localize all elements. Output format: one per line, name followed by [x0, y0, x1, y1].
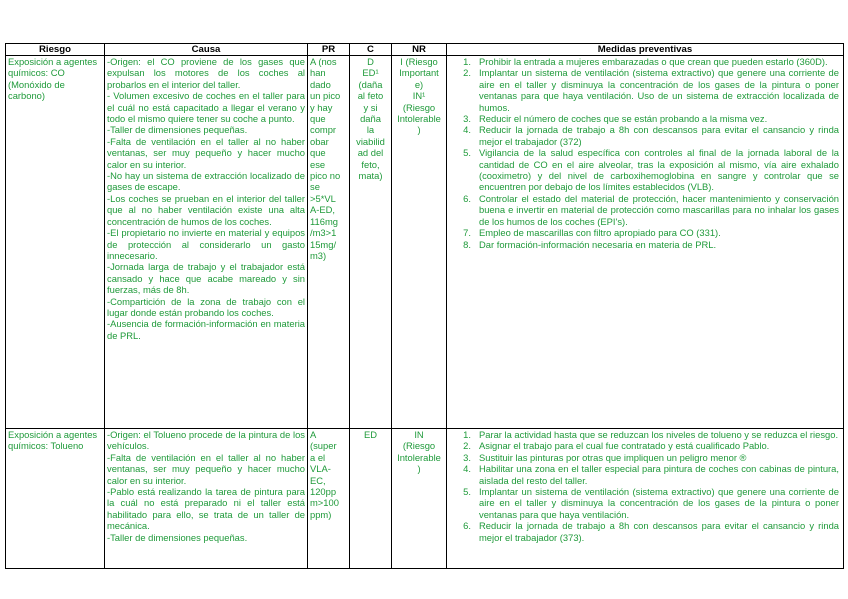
measure-number: 4. — [463, 463, 471, 475]
c-cell-line: la — [366, 124, 375, 136]
measure-item — [449, 193, 839, 227]
table-row — [6, 429, 844, 569]
causa-item: -Origen: el CO proviene de los gases que expulsan los motores de los coches al probarlos en el interior del taller. — [107, 56, 305, 90]
pr-cell-line: m3) — [310, 249, 327, 261]
measure-number: 1. — [463, 56, 471, 67]
pr-cell-line: A — [310, 429, 317, 440]
c-cell-line: y si — [363, 101, 378, 113]
causa-item: -Pablo está realizando la tarea de pintura para la cuál no está preparado ni el taller está habilitado para ello, se trata de un taller de mecánica. — [107, 486, 305, 532]
nr-cell-line: (Riesgo — [402, 101, 436, 113]
causa-item: -No hay un sistema de extracción localizado de gases de escape. — [107, 170, 305, 193]
measure-text: Implantar un sistema de ventilación (sistema extractivo) que genere una corriente de aire en el taller y disminuya la concentración de los gases de la pintura o poner ventanas para que haya ventilación. Uso de un sistema de extracción localizada de humos. — [479, 67, 839, 113]
measure-number: 5. — [463, 147, 471, 159]
measure-text: Vigilancia de la salud específica con controles al final de la jornada laboral de la cantidad de CO en el aire alveolar, tras la exposición al mismo, vía aire exhalado (cooximetro) y del nivel de carboxihemoglobina en sangre y controlar que se encuentren por debajo de los límites establecidos (VLB). — [479, 147, 839, 193]
c-cell-line: ED — [363, 429, 378, 440]
pr-cell-line: m>100 — [310, 497, 339, 509]
header-medidas: Medidas preventivas — [447, 44, 844, 56]
c-cell-line: mata) — [358, 170, 383, 182]
table-row — [6, 56, 844, 429]
measure-text: Controlar el estado del material de protección, hacer mantenimiento y conservación buena e invertir en material de protección como mascarillas para no inhalar los gases de los humos de los coches (EPI's). — [479, 192, 839, 227]
measure-number: 1. — [463, 429, 471, 440]
measure-item — [449, 67, 839, 113]
pr-cell-line: un pico — [310, 90, 341, 102]
measure-number: 6. — [463, 192, 471, 204]
measure-text: Asignar el trabajo para el cual fue contratado y está cualificado Pablo. — [479, 440, 770, 452]
pr-cell-line: obar — [310, 135, 329, 147]
measure-number: 5. — [463, 486, 471, 498]
measure-item — [449, 227, 839, 238]
causa-cell — [105, 56, 308, 429]
measure-number: 3. — [463, 451, 471, 463]
pr-cell-line: VLA- — [310, 463, 331, 475]
header-c: C — [350, 44, 392, 56]
measure-text: Habilitar una zona en el taller especial para pintura de coches con cabinas de pintura, aislada del resto del taller. — [479, 463, 839, 486]
measure-text: Reducir la jornada de trabajo a 8h con descansos para evitar el cansancio y rinda mejor el trabajador (373). — [479, 520, 839, 543]
nr-cell-line: Important — [399, 67, 439, 79]
causa-item: -Origen: el Tolueno procede de la pintura de los vehículos. — [107, 429, 305, 452]
header-nr: NR — [392, 44, 447, 56]
header-pr: PR — [308, 44, 350, 56]
measure-number: 2. — [463, 67, 471, 79]
measure-number: 2. — [463, 440, 471, 452]
pr-cell-line: 120pp — [310, 486, 337, 498]
measure-text: Sustituir las pinturas por otras que impliquen un peligro menor ® — [479, 451, 747, 463]
pr-cell-line: ese — [310, 158, 326, 170]
c-cell-line: viabilid — [356, 135, 385, 147]
pr-cell-line: que — [310, 147, 326, 159]
measure-number: 8. — [463, 238, 471, 250]
measure-text: Dar formación-información necesaria en materia de PRL. — [479, 238, 717, 250]
causa-item: -Jornada larga de trabajo y el trabajador está cansado y hace que acabe mareado y sin fuerzas, más de 8h. — [107, 261, 305, 296]
causa-item: -Taller de dimensiones pequeñas. — [107, 124, 248, 136]
pr-cell-line: 15mg/ — [310, 238, 337, 250]
pr-cell-line: compr — [310, 124, 337, 136]
measure-item — [449, 147, 839, 193]
measure-text: Reducir el número de coches que se están probando a la misma vez. — [479, 113, 768, 125]
measure-text: Parar la actividad hasta que se reduzcan los niveles de tolueno y se reduzca el riesgo. — [479, 429, 839, 440]
measure-item — [449, 486, 839, 520]
pr-cell — [308, 56, 350, 429]
causa-item: -Ausencia de formación-información en materia de PRL. — [107, 318, 305, 341]
nr-cell-line: IN¹ — [412, 90, 426, 102]
nr-cell-line: ) — [417, 124, 421, 136]
measure-number: 4. — [463, 124, 471, 136]
measure-item — [449, 452, 839, 463]
measure-item — [449, 463, 839, 486]
riesgo-cell: Exposición a agentes químicos: Tolueno — [6, 429, 105, 569]
measure-item — [449, 520, 839, 543]
causa-item: -Compartición de la zona de trabajo con el lugar donde están probando los coches. — [107, 295, 305, 318]
header-row — [6, 44, 844, 56]
pr-cell-line: han — [310, 67, 326, 79]
risk-assessment-table — [5, 43, 844, 569]
nr-cell-line: (Riesgo — [402, 440, 436, 452]
header-riesgo: Riesgo — [6, 44, 105, 56]
nr-cell-line: I (Riesgo — [400, 56, 438, 67]
pr-cell-line: A-ED, — [310, 204, 336, 216]
nr-cell — [392, 429, 447, 569]
header-causa: Causa — [105, 44, 308, 56]
measure-text: Prohibir la entrada a mujeres embarazadas o que crean que pueden estarlo (360D). — [479, 56, 828, 67]
pr-cell-line: dado — [310, 78, 331, 90]
c-cell-line: daña — [360, 113, 381, 125]
pr-cell — [308, 429, 350, 569]
pr-cell-line: que — [310, 113, 326, 125]
pr-cell-line: 116mg — [310, 215, 338, 227]
c-cell-line: feto, — [361, 158, 380, 170]
pr-cell-line: pico no — [310, 170, 341, 182]
c-cell — [350, 429, 392, 569]
c-cell-line: D — [367, 56, 374, 67]
measure-text: Reducir la jornada de trabajo a 8h con descansos para evitar el cansancio y rinda mejor el trabajador (372) — [479, 124, 839, 147]
measure-number: 6. — [463, 520, 471, 532]
measure-item — [449, 124, 839, 147]
nr-cell-line: ) — [417, 463, 421, 475]
riesgo-cell: Exposición a agentes químicos: CO (Monóxido de carbono) — [6, 56, 105, 429]
nr-cell-line: Intolerable — [397, 451, 441, 463]
pr-cell-line: (super — [310, 440, 337, 452]
c-cell — [350, 56, 392, 429]
medidas-cell — [447, 56, 844, 429]
nr-cell-line: IN — [414, 429, 424, 440]
causa-item: -Taller de dimensiones pequeñas. — [107, 531, 248, 543]
measure-number: 3. — [463, 113, 471, 125]
pr-cell-line: ppm) — [310, 508, 332, 520]
medidas-cell — [447, 429, 844, 569]
pr-cell-line: EC, — [310, 474, 326, 486]
measure-text: Empleo de mascarillas con filtro apropiado para CO (331). — [479, 227, 721, 239]
nr-cell-line: e) — [414, 78, 424, 90]
causa-item: -Falta de ventilación en el taller al no haber ventanas, ser muy pequeño y hacer mucho calor en su interior. — [107, 451, 305, 486]
pr-cell-line: y hay — [310, 101, 333, 113]
c-cell-line: (daña — [358, 78, 383, 90]
nr-cell-line: Intolerable — [397, 113, 441, 125]
causa-item: - Volumen excesivo de coches en el taller para el cuál no está capacitado a llegar el verano y todo el mismo quiere tener su coche a punto. — [107, 90, 305, 125]
measure-item — [449, 440, 839, 451]
c-cell-line: al feto — [357, 90, 384, 102]
causa-cell — [105, 429, 308, 569]
pr-cell-line: >5*VL — [310, 192, 336, 204]
pr-cell-line: A (nos — [310, 56, 337, 67]
causa-item: -Los coches se prueban en el interior del taller que al no haber ventilación existe una alta concentración de humos de los coches. — [107, 192, 305, 227]
measure-item — [449, 239, 839, 250]
measures-list — [449, 56, 841, 250]
c-cell-line: ED¹ — [362, 67, 379, 79]
c-cell-line: ad del — [357, 147, 384, 159]
pr-cell-line: a el — [310, 451, 326, 463]
measure-number: 7. — [463, 227, 471, 239]
causa-item: -Falta de ventilación en el taller al no haber ventanas, ser muy pequeño y hacer mucho calor en su interior. — [107, 135, 305, 170]
measures-list — [449, 429, 841, 543]
measure-text: Implantar un sistema de ventilación (sistema extractivo) que genere una corriente de aire en el taller y disminuya la concentración de los gases de la pintura o poner ventanas para que haya ventilación. — [479, 486, 839, 520]
causa-item: -El propietario no invierte en material y equipos de protección al considerarlo un gasto innecesario. — [107, 227, 305, 261]
measure-item — [449, 56, 839, 67]
nr-cell — [392, 56, 447, 429]
measure-item — [449, 113, 839, 124]
pr-cell-line: se — [310, 181, 320, 193]
measure-item — [449, 429, 839, 440]
pr-cell-line: /m3>1 — [310, 227, 337, 239]
